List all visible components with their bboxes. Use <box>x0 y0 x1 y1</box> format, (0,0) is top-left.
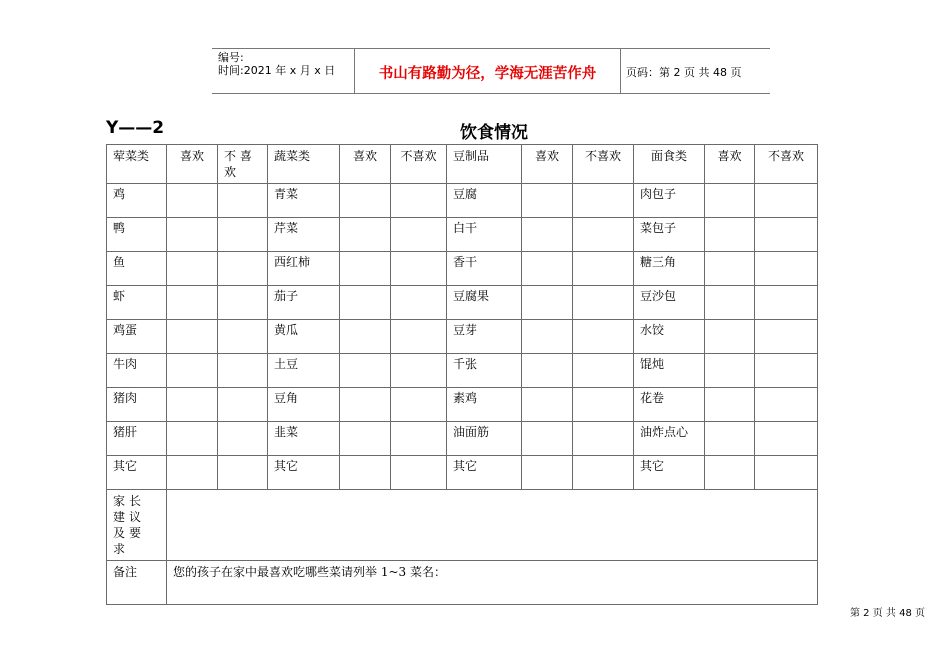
dislike-cell[interactable] <box>218 354 268 388</box>
food-item: 油炸点心 <box>634 422 705 456</box>
column-header: 不喜欢 <box>573 145 634 184</box>
dislike-cell[interactable] <box>391 286 447 320</box>
table-row <box>107 456 818 490</box>
like-cell[interactable] <box>340 218 391 252</box>
dislike-cell[interactable] <box>218 388 268 422</box>
dislike-cell[interactable] <box>391 422 447 456</box>
food-item: 牛肉 <box>107 354 167 388</box>
like-cell[interactable] <box>167 354 218 388</box>
like-cell[interactable] <box>522 184 573 218</box>
table-row <box>107 422 818 456</box>
food-item: 糖三角 <box>634 252 705 286</box>
advice-row <box>107 490 818 561</box>
dislike-cell[interactable] <box>755 320 818 354</box>
remark-label: 备注 <box>107 561 167 605</box>
dislike-cell[interactable] <box>218 422 268 456</box>
food-item: 其它 <box>634 456 705 490</box>
like-cell[interactable] <box>167 388 218 422</box>
food-item: 猪肝 <box>107 422 167 456</box>
header-meta <box>218 51 335 77</box>
code-label: 编号: <box>218 51 244 64</box>
like-cell[interactable] <box>522 388 573 422</box>
remark-row <box>107 561 818 605</box>
dislike-cell[interactable] <box>218 184 268 218</box>
document-title: 饮食情况 <box>460 123 528 143</box>
dislike-cell[interactable] <box>391 456 447 490</box>
table-row <box>107 218 818 252</box>
dislike-cell[interactable] <box>218 456 268 490</box>
food-item: 豆腐 <box>447 184 522 218</box>
column-header: 面食类 <box>634 145 705 184</box>
document-code: Y——2 <box>106 118 165 138</box>
food-item: 青菜 <box>268 184 340 218</box>
food-item: 鱼 <box>107 252 167 286</box>
like-cell[interactable] <box>167 252 218 286</box>
table-header-row <box>107 145 818 184</box>
food-item: 油面筋 <box>447 422 522 456</box>
dislike-cell[interactable] <box>218 320 268 354</box>
dislike-cell[interactable] <box>573 184 634 218</box>
like-cell[interactable] <box>340 456 391 490</box>
dislike-cell[interactable] <box>573 218 634 252</box>
like-cell[interactable] <box>522 286 573 320</box>
dislike-cell[interactable] <box>573 252 634 286</box>
table-row <box>107 252 818 286</box>
footer-page-number: 第 2 页 共 48 页 <box>850 608 925 619</box>
dislike-cell[interactable] <box>755 252 818 286</box>
column-header: 不喜欢 <box>391 145 447 184</box>
food-item: 西红柿 <box>268 252 340 286</box>
like-cell[interactable] <box>522 252 573 286</box>
like-cell[interactable] <box>522 456 573 490</box>
food-item: 素鸡 <box>447 388 522 422</box>
diet-survey-table <box>106 144 818 605</box>
dislike-cell[interactable] <box>573 286 634 320</box>
food-item: 其它 <box>447 456 522 490</box>
dislike-cell[interactable] <box>573 388 634 422</box>
food-item: 豆角 <box>268 388 340 422</box>
like-cell[interactable] <box>705 218 755 252</box>
dislike-cell[interactable] <box>755 286 818 320</box>
table-row <box>107 286 818 320</box>
like-cell[interactable] <box>705 422 755 456</box>
dislike-cell[interactable] <box>755 422 818 456</box>
dislike-cell[interactable] <box>391 218 447 252</box>
column-header: 不 喜 欢 <box>218 145 268 184</box>
food-item: 黄瓜 <box>268 320 340 354</box>
food-item: 鸡 <box>107 184 167 218</box>
like-cell[interactable] <box>522 320 573 354</box>
like-cell[interactable] <box>340 422 391 456</box>
column-header: 喜欢 <box>167 145 218 184</box>
dislike-cell[interactable] <box>218 218 268 252</box>
like-cell[interactable] <box>340 320 391 354</box>
column-header: 蔬菜类 <box>268 145 340 184</box>
like-cell[interactable] <box>705 286 755 320</box>
food-item: 豆腐果 <box>447 286 522 320</box>
column-header: 喜欢 <box>522 145 573 184</box>
table-row <box>107 354 818 388</box>
like-cell[interactable] <box>340 252 391 286</box>
dislike-cell[interactable] <box>218 252 268 286</box>
dislike-cell[interactable] <box>573 456 634 490</box>
like-cell[interactable] <box>167 422 218 456</box>
like-cell[interactable] <box>522 422 573 456</box>
like-cell[interactable] <box>340 184 391 218</box>
food-item: 虾 <box>107 286 167 320</box>
like-cell[interactable] <box>340 388 391 422</box>
dislike-cell[interactable] <box>573 422 634 456</box>
dislike-cell[interactable] <box>573 354 634 388</box>
table-row <box>107 320 818 354</box>
dislike-cell[interactable] <box>755 218 818 252</box>
like-cell[interactable] <box>522 218 573 252</box>
column-header: 荤菜类 <box>107 145 167 184</box>
dislike-cell[interactable] <box>391 184 447 218</box>
dislike-cell[interactable] <box>218 286 268 320</box>
document-header <box>212 48 770 94</box>
like-cell[interactable] <box>522 354 573 388</box>
food-item: 菜包子 <box>634 218 705 252</box>
dislike-cell[interactable] <box>755 354 818 388</box>
food-item: 韭菜 <box>268 422 340 456</box>
advice-field[interactable] <box>167 490 818 561</box>
advice-label: 家长建议及要求 <box>107 490 167 561</box>
dislike-cell[interactable] <box>755 388 818 422</box>
header-divider <box>620 49 621 93</box>
like-cell[interactable] <box>705 184 755 218</box>
food-item: 其它 <box>268 456 340 490</box>
food-item: 猪肉 <box>107 388 167 422</box>
like-cell[interactable] <box>705 320 755 354</box>
column-header: 不喜欢 <box>755 145 818 184</box>
header-page-number: 页码：第 2 页 共 48 页 <box>626 66 742 79</box>
column-header: 喜欢 <box>705 145 755 184</box>
remark-field[interactable]: 您的孩子在家中最喜欢吃哪些菜请列举 1~3 菜名： <box>167 561 818 605</box>
like-cell[interactable] <box>167 286 218 320</box>
food-item: 肉包子 <box>634 184 705 218</box>
dislike-cell[interactable] <box>755 184 818 218</box>
food-item: 香干 <box>447 252 522 286</box>
like-cell[interactable] <box>340 354 391 388</box>
dislike-cell[interactable] <box>573 320 634 354</box>
food-item: 花卷 <box>634 388 705 422</box>
food-item: 水饺 <box>634 320 705 354</box>
food-item: 馄炖 <box>634 354 705 388</box>
food-item: 鸡蛋 <box>107 320 167 354</box>
food-item: 豆沙包 <box>634 286 705 320</box>
food-item: 鸭 <box>107 218 167 252</box>
like-cell[interactable] <box>705 354 755 388</box>
food-item: 白干 <box>447 218 522 252</box>
like-cell[interactable] <box>167 320 218 354</box>
like-cell[interactable] <box>167 218 218 252</box>
column-header: 喜欢 <box>340 145 391 184</box>
like-cell[interactable] <box>705 252 755 286</box>
like-cell[interactable] <box>705 388 755 422</box>
food-item: 芹菜 <box>268 218 340 252</box>
food-item: 其它 <box>107 456 167 490</box>
dislike-cell[interactable] <box>391 320 447 354</box>
dislike-cell[interactable] <box>391 252 447 286</box>
column-header: 豆制品 <box>447 145 522 184</box>
food-item: 土豆 <box>268 354 340 388</box>
dislike-cell[interactable] <box>391 388 447 422</box>
food-item: 千张 <box>447 354 522 388</box>
like-cell[interactable] <box>167 184 218 218</box>
header-motto: 书山有路勤为径，学海无涯苦作舟 <box>378 65 597 82</box>
food-item: 豆芽 <box>447 320 522 354</box>
time-label: 时间:2021 年 x 月 x 日 <box>218 64 336 77</box>
like-cell[interactable] <box>705 456 755 490</box>
food-item: 茄子 <box>268 286 340 320</box>
table-row <box>107 184 818 218</box>
like-cell[interactable] <box>340 286 391 320</box>
like-cell[interactable] <box>167 456 218 490</box>
dislike-cell[interactable] <box>391 354 447 388</box>
table-row <box>107 388 818 422</box>
dislike-cell[interactable] <box>755 456 818 490</box>
